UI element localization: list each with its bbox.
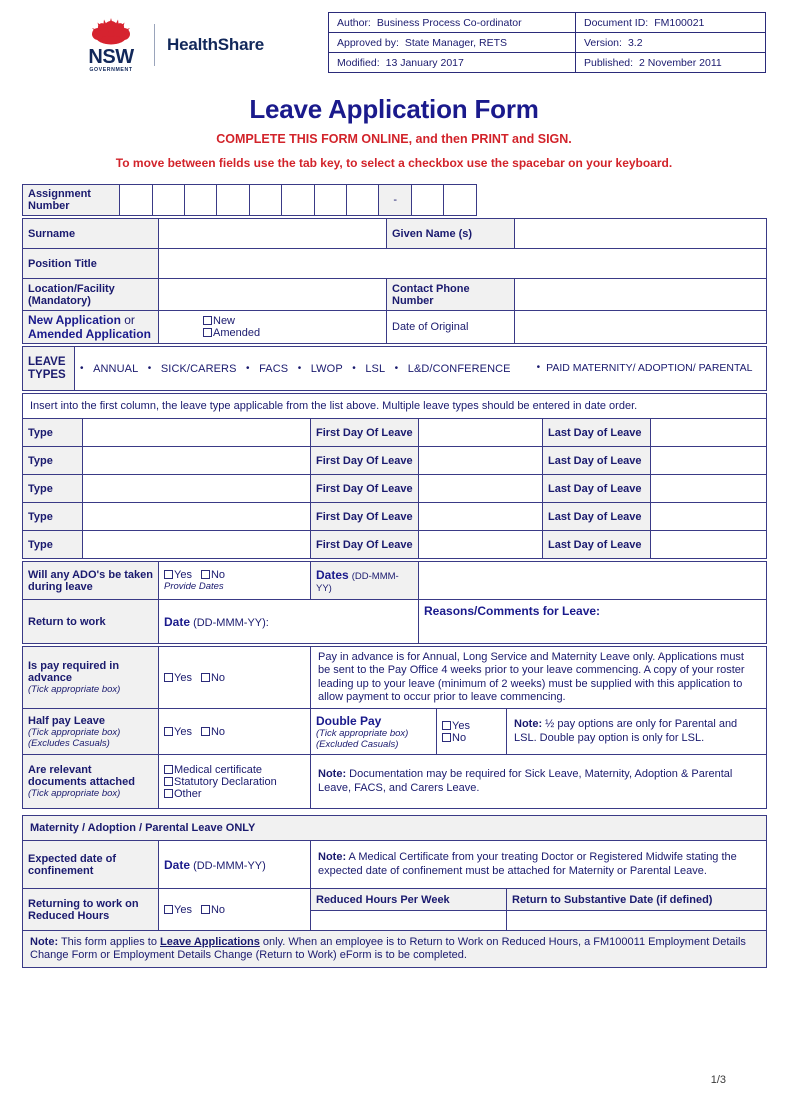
ado-yes-checkbox[interactable] [164, 570, 173, 579]
reduced-hours-yes-checkbox[interactable] [164, 905, 173, 914]
amended-application-label: Amended Application [28, 327, 151, 341]
application-type-checkboxes [159, 311, 387, 344]
return-to-work-date-cell[interactable] [159, 600, 419, 644]
surname-input[interactable] [159, 219, 387, 249]
assignment-number-table [22, 184, 766, 216]
documents-attached-sub-note: (Tick appropriate box) [28, 788, 121, 799]
reduced-hours-label: Returning to work on Reduced Hours [23, 889, 159, 931]
contact-phone-label: Contact Phone Number [387, 279, 515, 311]
table-row [23, 475, 767, 503]
leave-type-annual: ANNUAL [93, 362, 139, 375]
assignment-digit-10[interactable] [444, 185, 476, 216]
leave-row-1-last-day-input[interactable] [651, 419, 767, 447]
document-metadata-table [328, 12, 766, 73]
leave-row-2-first-day-label: First Day Of Leave [311, 447, 419, 475]
pay-advance-note: Pay in advance is for Annual, Long Service and Maternity Leave only. Applications must be sent to the Pay Office 4 weeks prior to your leave commencing. A copy of your roster leading up to your leave (minimum of 2 weeks) must be supplied with this application to allow payment to occur prior to leave commencing. [311, 647, 767, 709]
ado-no-label: No [210, 569, 226, 581]
ado-dates-input[interactable] [419, 562, 767, 600]
half-pay-yes-label: Yes [174, 725, 192, 738]
maternity-section-header: Maternity / Adoption / Parental Leave ONLY [23, 816, 767, 841]
bullet-icon: • [80, 362, 84, 374]
assignment-digit-9[interactable] [411, 185, 443, 216]
statutory-declaration-label: Statutory Declaration [174, 775, 277, 788]
meta-modified-key: Modified: [337, 56, 380, 69]
ado-checkbox-cell [159, 562, 311, 600]
assignment-digit-6[interactable] [282, 185, 314, 216]
leave-row-2-first-day-input[interactable] [419, 447, 543, 475]
leave-row-3-type-input[interactable] [83, 475, 311, 503]
leave-row-1-last-day-label: Last Day of Leave [543, 419, 651, 447]
contact-phone-input[interactable] [515, 279, 767, 311]
assignment-digit-2[interactable] [152, 185, 184, 216]
half-pay-checkbox-cell [159, 709, 311, 755]
pay-advance-label-cell [23, 647, 159, 709]
double-pay-note-bold: Note: [514, 718, 543, 731]
return-to-work-label: Return to work [23, 600, 159, 644]
leave-entry-table [22, 393, 767, 559]
other-document-row[interactable] [164, 788, 305, 800]
leave-row-5-first-day-label: First Day Of Leave [311, 531, 419, 559]
leave-row-3-first-day-input[interactable] [419, 475, 543, 503]
reduced-hours-per-week-label: Reduced Hours Per Week [311, 889, 507, 911]
new-application-label: New Application [28, 313, 121, 327]
double-pay-sub-note-1: (Tick appropriate box) [316, 727, 409, 739]
return-date-label: Date [164, 614, 191, 629]
leave-types-table [22, 346, 767, 391]
final-note-part1: This form applies to [58, 936, 161, 948]
form-instruction-primary: COMPLETE THIS FORM ONLINE, and then PRINT and SIGN. [216, 132, 572, 146]
nsw-healthshare-logo [80, 16, 264, 74]
table-row [329, 53, 766, 73]
ado-return-table [22, 561, 767, 644]
bullet-icon: • [536, 362, 541, 374]
ado-label: Will any ADO's be taken during leave [23, 562, 159, 600]
leave-type-ld-conference: L&D/CONFERENCE [407, 362, 511, 375]
table-row [23, 755, 767, 809]
confinement-date-format: (DD-MMM-YY) [193, 859, 266, 872]
pay-advance-label: Is pay required in advance [28, 660, 120, 684]
double-pay-sub-note-2: (Excluded Casuals) [316, 738, 399, 750]
application-or-text: or [120, 313, 135, 327]
leave-row-2-last-day-label: Last Day of Leave [543, 447, 651, 475]
page-number: 1/3 [710, 1074, 726, 1086]
date-of-original-input[interactable] [515, 311, 767, 344]
table-row [23, 394, 767, 419]
ado-provide-dates-note: Provide Dates [164, 581, 224, 592]
statutory-declaration-row[interactable] [164, 776, 305, 788]
assignment-digit-5[interactable] [249, 185, 281, 216]
return-substantive-date-input[interactable] [507, 911, 767, 931]
half-pay-label: Half pay Leave [28, 714, 106, 727]
leave-row-5-type-input[interactable] [83, 531, 311, 559]
double-pay-no-checkbox[interactable] [442, 733, 451, 742]
double-pay-yes-row[interactable] [442, 720, 501, 732]
confinement-date-cell[interactable] [159, 841, 311, 889]
surname-label: Surname [23, 219, 159, 249]
half-pay-sub-note-2: (Excludes Casuals) [28, 737, 110, 749]
half-pay-no-label: No [210, 725, 226, 738]
reduced-hours-yes-label: Yes [174, 903, 192, 916]
leave-row-4-type-label: Type [23, 503, 83, 531]
meta-modified-value: 13 January 2017 [385, 56, 464, 69]
reduced-hours-no-label: No [210, 903, 226, 916]
assignment-digit-4[interactable] [217, 185, 249, 216]
reduced-hours-checkbox-cell [159, 889, 311, 931]
return-date-format: (DD-MMM-YY): [193, 616, 269, 629]
confinement-note-cell [311, 841, 767, 889]
leave-row-3-first-day-label: First Day Of Leave [311, 475, 419, 503]
statutory-declaration-checkbox[interactable] [164, 777, 173, 786]
table-row [23, 347, 767, 391]
ado-no-checkbox[interactable] [201, 570, 210, 579]
leave-types-list [80, 363, 511, 375]
pay-advance-yes-label: Yes [174, 671, 192, 684]
meta-docid-cell [576, 13, 766, 33]
meta-published-value: 2 November 2011 [639, 56, 722, 69]
table-row [23, 600, 767, 644]
meta-author-key: Author: [337, 16, 371, 29]
bullet-icon: • [352, 362, 356, 374]
reduced-hours-no-checkbox[interactable] [201, 905, 210, 914]
double-pay-no-label: No [452, 731, 467, 744]
given-name-label: Given Name (s) [387, 219, 515, 249]
table-row [23, 185, 767, 216]
leave-row-4-last-day-label: Last Day of Leave [543, 503, 651, 531]
leave-row-3-last-day-input[interactable] [651, 475, 767, 503]
leave-row-4-last-day-input[interactable] [651, 503, 767, 531]
assignment-number-label: Assignment Number [23, 185, 120, 216]
table-row [23, 562, 767, 600]
nsw-government-logo [80, 16, 142, 74]
pay-advance-no-checkbox[interactable] [201, 673, 210, 682]
table-row [23, 709, 767, 755]
table-row [23, 419, 767, 447]
leave-row-2-last-day-input[interactable] [651, 447, 767, 475]
documents-note-bold: Note: [318, 768, 347, 781]
table-row [23, 279, 767, 311]
meta-author-value: Business Process Co-ordinator [376, 16, 522, 29]
table-row [23, 931, 767, 968]
leave-types-list-cell [75, 347, 767, 391]
leave-row-5-type-label: Type [23, 531, 83, 559]
leave-row-2-type-input[interactable] [83, 447, 311, 475]
double-pay-yes-checkbox[interactable] [442, 721, 451, 730]
given-name-input[interactable] [515, 219, 767, 249]
reasons-comments-label: Reasons/Comments for Leave: [424, 604, 601, 618]
nsw-wordmark: NSW [88, 46, 134, 68]
meta-approved-key: Approved by: [337, 36, 399, 49]
other-document-checkbox[interactable] [164, 789, 173, 798]
return-substantive-date-label: Return to Substantive Date (if defined) [507, 889, 767, 911]
half-pay-no-checkbox[interactable] [201, 727, 210, 736]
meta-modified-cell [329, 53, 576, 73]
position-title-input[interactable] [159, 249, 767, 279]
assignment-digit-1[interactable] [120, 185, 152, 216]
leave-row-3-type-label: Type [23, 475, 83, 503]
leave-row-5-first-day-input[interactable] [419, 531, 543, 559]
form-instruction-secondary: To move between fields use the tab key, to select a checkbox use the spacebar on your keyboard. [115, 156, 673, 170]
application-type-label [23, 311, 159, 344]
double-pay-no-row[interactable] [442, 732, 501, 744]
healthshare-wordmark: HealthShare [167, 35, 265, 54]
pay-options-table [22, 646, 767, 809]
table-row [329, 13, 766, 33]
leave-type-sick-carers: SICK/CARERS [160, 362, 237, 375]
leave-row-1-first-day-label: First Day Of Leave [311, 419, 419, 447]
confinement-note-bold: Note: [318, 851, 347, 864]
location-facility-label: Location/Facility (Mandatory) [23, 279, 159, 311]
double-pay-checkbox-cell [437, 709, 507, 755]
bullet-icon: • [246, 362, 250, 374]
assignment-digit-8[interactable] [347, 185, 379, 216]
table-row [23, 841, 767, 889]
medical-certificate-label: Medical certificate [174, 763, 263, 776]
leave-row-1-first-day-input[interactable] [419, 419, 543, 447]
new-checkbox-row[interactable] [203, 315, 381, 327]
new-checkbox-label: New [213, 315, 236, 327]
table-row [329, 33, 766, 53]
leave-row-5-last-day-input[interactable] [651, 531, 767, 559]
ado-checkbox-group[interactable] [164, 569, 305, 581]
double-pay-note-text: ½ pay options are only for Parental and LSL. Double pay option is only for LSL. [514, 718, 738, 744]
documents-note-text: Documentation may be required for Sick Leave, Maternity, Adoption & Parental Leave, FACS, and Carers Leave. [318, 768, 733, 794]
table-row [23, 311, 767, 344]
pay-advance-checkbox-cell [159, 647, 311, 709]
page-header [0, 0, 788, 74]
meta-docid-value: FM100021 [654, 16, 705, 29]
double-pay-yes-label: Yes [452, 719, 470, 732]
meta-approved-value: State Manager, RETS [404, 36, 508, 49]
table-row [23, 647, 767, 709]
confinement-date-label: Date [164, 857, 191, 872]
leave-row-5-last-day-label: Last Day of Leave [543, 531, 651, 559]
table-row [23, 503, 767, 531]
documents-checkbox-cell [159, 755, 311, 809]
documents-attached-label-cell [23, 755, 159, 809]
bullet-icon: • [147, 362, 152, 374]
meta-published-key: Published: [584, 56, 634, 69]
documents-attached-label: Are relevant documents attached [28, 764, 135, 788]
page-title: Leave Application Form [249, 94, 539, 124]
meta-version-cell [576, 33, 766, 53]
amended-checkbox-label: Amended [213, 327, 261, 339]
final-note-part2: only. When an employee is to Return to Work on Reduced Hours, a FM100011 Employment Details Change Form or Employment Details Change (Return to Work) eForm is to be completed. [30, 936, 746, 962]
documents-note-cell [311, 755, 767, 809]
meta-docid-key: Document ID: [584, 16, 649, 29]
meta-version-value: 3.2 [627, 36, 643, 49]
pay-advance-yes-checkbox[interactable] [164, 673, 173, 682]
meta-version-key: Version: [584, 36, 622, 49]
confinement-label: Expected date of confinement [23, 841, 159, 889]
meta-approved-cell [329, 33, 576, 53]
leave-type-facs: FACS [259, 362, 289, 375]
assignment-dash-separator: - [379, 185, 411, 216]
half-pay-label-cell [23, 709, 159, 755]
ado-dates-label-cell [311, 562, 419, 600]
bullet-icon: • [297, 362, 302, 374]
medical-certificate-row[interactable] [164, 764, 305, 776]
half-pay-yes-checkbox[interactable] [164, 727, 173, 736]
final-note-bold: Note: [30, 936, 59, 948]
pay-advance-no-label: No [210, 671, 226, 684]
leave-row-1-type-label: Type [23, 419, 83, 447]
leave-row-2-type-label: Type [23, 447, 83, 475]
double-pay-label-cell [311, 709, 437, 755]
table-row [23, 816, 767, 841]
meta-author-cell [329, 13, 576, 33]
confinement-note-text: A Medical Certificate from your treating Doctor or Registered Midwife stating the expected date of confinement must be attached for Maternity or Parental Leave. [318, 851, 737, 877]
logo-divider [154, 24, 155, 66]
new-checkbox[interactable] [203, 316, 212, 325]
other-document-label: Other [174, 787, 202, 800]
location-facility-input[interactable] [159, 279, 387, 311]
ado-dates-format: (DD-MMM-YY) [316, 570, 399, 594]
ado-dates-label: Dates [316, 567, 349, 582]
form-body [22, 184, 766, 968]
leave-entry-instruction: Insert into the first column, the leave type applicable from the list above. Multiple leave types should be entered in date order. [23, 394, 767, 419]
assignment-digit-7[interactable] [314, 185, 346, 216]
table-row [23, 219, 767, 249]
final-note-cell [23, 931, 767, 968]
double-pay-note-cell [507, 709, 767, 755]
amended-checkbox[interactable] [203, 328, 212, 337]
half-pay-sub-note-1: (Tick appropriate box) [28, 726, 121, 738]
leave-applications-link[interactable]: Leave Applications [160, 936, 260, 948]
nsw-government-subtext: GOVERNMENT [89, 67, 133, 73]
reasons-comments-cell[interactable] [419, 600, 767, 644]
leave-types-label: LEAVE TYPES [23, 347, 75, 391]
double-pay-label: Double Pay [316, 713, 382, 728]
pay-advance-sub-note: (Tick appropriate box) [28, 684, 121, 695]
table-row [23, 889, 767, 911]
leave-row-4-type-input[interactable] [83, 503, 311, 531]
leave-type-lwop: LWOP [310, 362, 343, 375]
leave-type-paid-maternity: PAID MATERNITY/ ADOPTION/ PARENTAL [546, 362, 753, 375]
table-row [23, 249, 767, 279]
meta-published-cell [576, 53, 766, 73]
leave-row-4-first-day-label: First Day Of Leave [311, 503, 419, 531]
ado-yes-label: Yes [174, 569, 192, 581]
leave-type-lsl: LSL [365, 362, 386, 375]
bullet-icon: • [394, 362, 399, 374]
table-row [23, 447, 767, 475]
leave-row-1-type-input[interactable] [83, 419, 311, 447]
amended-checkbox-row[interactable] [203, 327, 381, 339]
reduced-hours-per-week-input[interactable] [311, 911, 507, 931]
waratah-flower-icon [88, 16, 134, 46]
personal-details-table [22, 218, 767, 344]
leave-row-4-first-day-input[interactable] [419, 503, 543, 531]
medical-certificate-checkbox[interactable] [164, 765, 173, 774]
date-of-original-label: Date of Original [387, 311, 515, 344]
leave-row-3-last-day-label: Last Day of Leave [543, 475, 651, 503]
assignment-digit-3[interactable] [185, 185, 217, 216]
table-row [23, 531, 767, 559]
position-title-label: Position Title [23, 249, 159, 279]
maternity-section-table [22, 815, 767, 968]
